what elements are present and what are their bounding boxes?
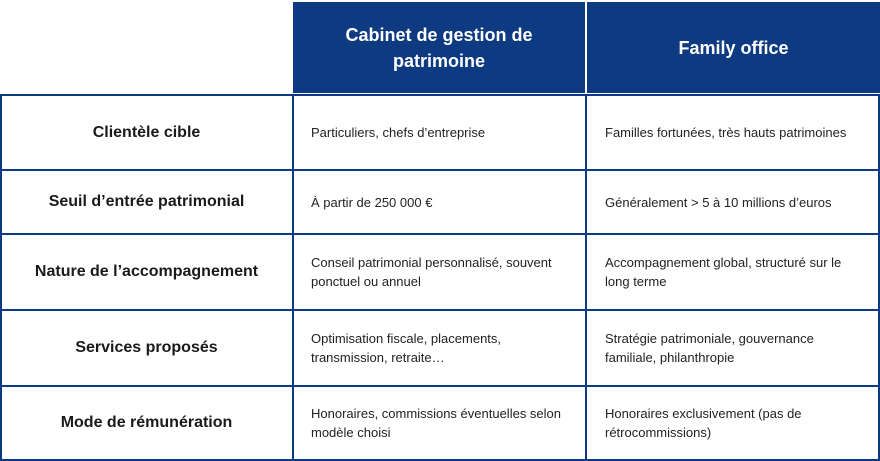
- header-family-office: Family office: [587, 2, 880, 93]
- table-body: [0, 94, 880, 461]
- row-label: Services proposés: [75, 339, 218, 356]
- row-label: Clientèle cible: [92, 123, 201, 141]
- family-office-value: Familles fortunées, très hauts patrimoines: [605, 125, 847, 140]
- cabinet-value: Optimisation fiscale, placements, transmission, retraite…: [311, 331, 502, 365]
- family-office-value: Stratégie patrimoniale, gouvernance familiale, philanthropie: [605, 331, 814, 365]
- family-office-value: Accompagnement global, structuré sur le long terme: [605, 255, 842, 289]
- table-row: [0, 387, 880, 459]
- table-row: [0, 311, 880, 385]
- cabinet-value: Honoraires, commissions éventuelles selon modèle choisi: [311, 406, 562, 440]
- cabinet-value: À partir de 250 000 €: [311, 194, 433, 210]
- table-row: [0, 235, 880, 309]
- table-row: [0, 171, 880, 233]
- row-label: Nature de l’accompagnement: [34, 263, 259, 280]
- family-office-value: Honoraires exclusivement (pas de rétrocommissions): [605, 406, 802, 440]
- table-header-row: [0, 0, 880, 94]
- family-office-value: Généralement > 5 à 10 millions d’euros: [605, 194, 832, 210]
- cabinet-value: Particuliers, chefs d’entreprise: [311, 125, 486, 140]
- row-label: Mode de rémunération: [60, 414, 233, 431]
- header-cabinet-gestion: Cabinet de gestion de patrimoine: [293, 2, 585, 93]
- header-empty-cell: [0, 0, 293, 94]
- table-row: [0, 96, 880, 169]
- row-label: Seuil d’entrée patrimonial: [48, 193, 245, 210]
- cabinet-value: Conseil patrimonial personnalisé, souvent ponctuel ou annuel: [311, 255, 552, 289]
